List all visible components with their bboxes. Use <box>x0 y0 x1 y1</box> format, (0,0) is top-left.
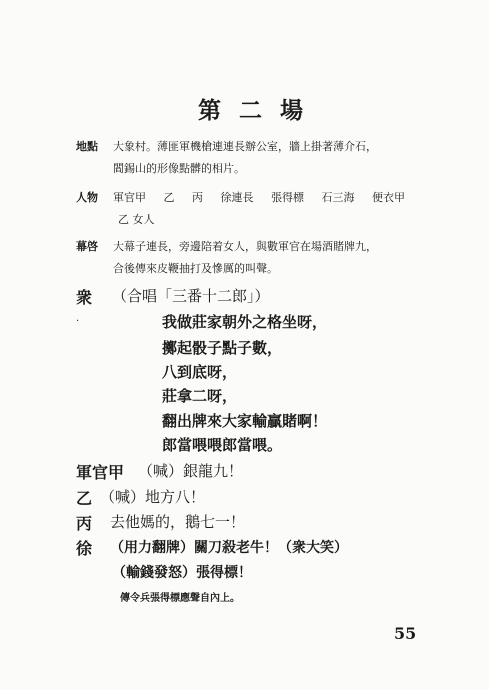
characters-label: 人物 <box>76 191 98 204</box>
lyric-line: 擲起骰子點子數， <box>162 339 283 357</box>
character-name: 張得標 <box>271 191 304 204</box>
curtain-line-1: 大幕子連長，旁邊陪着女人，與數軍官在場酒賭牌九， <box>113 240 377 253</box>
stray-mark: . <box>76 313 80 324</box>
setting-line-1: 大象村。薄匪軍機槍連連長辦公室，牆上掛著薄介石， <box>113 140 377 153</box>
lyric-line: 我做莊家朝外之格坐呀， <box>162 313 328 331</box>
dialogue-text: （喊）銀龍九！ <box>138 462 244 480</box>
dialogue-text: 去他媽的，鵝七一！ <box>110 513 246 531</box>
dialogue-text: （輸錢發怒）張得標！ <box>112 565 252 581</box>
character-name: 軍官甲 <box>113 191 146 204</box>
scene-title: 第二場 <box>198 97 321 124</box>
dialogue-speaker: 丙 <box>76 514 93 533</box>
character-name: 石三海 <box>321 191 355 204</box>
lyric-line: 翻出牌來大家輸贏賭啊！ <box>162 412 328 430</box>
dialogue-text: （喊）地方八！ <box>100 488 206 506</box>
lyric-line: 八到底呀， <box>162 363 238 381</box>
character-name: 乙 <box>163 191 175 204</box>
dialogue-speaker: 乙 <box>76 489 93 508</box>
page-number: 55 <box>394 624 417 643</box>
chorus-direction: （合唱「三番十二郎」） <box>112 287 270 305</box>
characters-line-2: 乙 女人 <box>118 213 155 226</box>
characters-list <box>113 189 419 205</box>
dialogue-speaker: 徐 <box>76 539 93 558</box>
dialogue-text: （用力翻牌）關刀殺老牛！（衆大笑） <box>110 540 348 556</box>
dialogue-speaker: 軍官甲 <box>76 463 125 482</box>
character-name: 丙 <box>192 191 203 204</box>
setting-line-2: 閻錫山的形像點髒的相片。 <box>113 162 245 175</box>
character-name: 便衣甲 <box>372 191 405 204</box>
chorus-speaker: 衆 <box>76 288 93 307</box>
curtain-line-2: 合後傳來皮鞭抽打及慘厲的叫聲。 <box>113 262 278 275</box>
lyric-line: 郎當喂喂郎當喂。 <box>162 436 283 454</box>
curtain-label: 幕啓 <box>76 240 98 253</box>
character-name: 徐連長 <box>220 191 254 204</box>
stage-note: 傳令兵張得標應聲自內上。 <box>120 593 240 604</box>
setting-label: 地點 <box>76 140 98 153</box>
lyric-line: 莊拿二呀， <box>162 387 238 405</box>
